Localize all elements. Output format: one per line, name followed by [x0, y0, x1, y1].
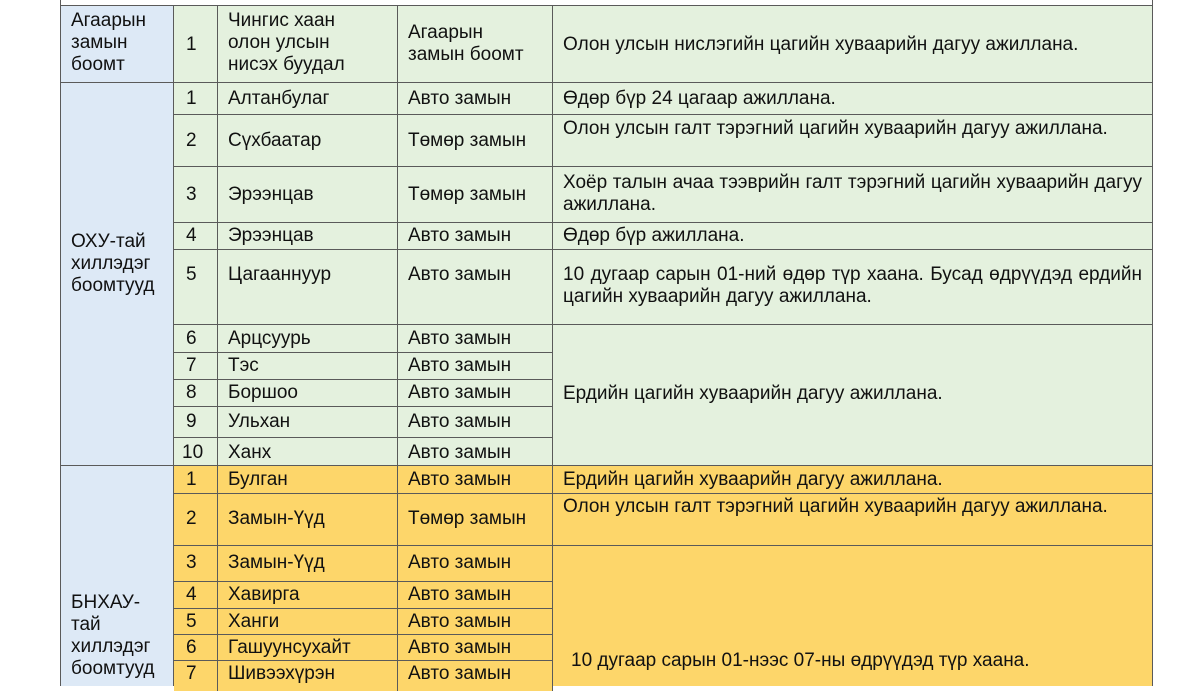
schedule-cell: Ердийн цагийн хуваарийн дагуу ажиллана. [553, 466, 1153, 494]
port-type: Авто замын [398, 438, 553, 466]
group-label: Агаарын замын боомт [71, 10, 147, 75]
port-type: Авто замын [398, 466, 553, 494]
port-type: Авто замын [398, 407, 553, 438]
port-name: Замын-Үүд [218, 494, 398, 546]
port-type: Авто замын [398, 661, 553, 691]
row-number: 8 [174, 380, 218, 407]
row-number: 4 [174, 223, 218, 250]
port-type: Авто замын [398, 250, 553, 325]
row-number: 3 [174, 546, 218, 582]
row-number: 5 [174, 250, 218, 325]
row-number: 3 [174, 167, 218, 223]
port-name: Хавирга [218, 582, 398, 609]
port-type-text: Агаарын замын боомт [408, 22, 524, 65]
schedule-cell: Олон улсын галт тэрэгний цагийн хуваарийн дагуу ажиллана. [553, 494, 1153, 546]
port-name: Ханх [218, 438, 398, 466]
port-name: Сүхбаатар [218, 115, 398, 167]
port-name: Тэс [218, 353, 398, 380]
group-label: ОХУ-тай хиллэдэг боомтууд [71, 231, 155, 296]
schedule-cell-merged: Ердийн цагийн хуваарийн дагуу ажиллана. [553, 325, 1153, 466]
port-name: Шивээхүрэн [218, 661, 398, 691]
port-type: Төмөр замын [398, 167, 553, 223]
port-name: Ульхан [218, 407, 398, 438]
schedule-cell: Хоёр талын ачаа тээврийн галт тэрэгний цагийн хуваарийн дагуу ажиллана. [553, 167, 1153, 223]
port-name: Булган [218, 466, 398, 494]
port-type: Авто замын [398, 325, 553, 353]
port-name: Ханги [218, 609, 398, 635]
row-number: 9 [174, 407, 218, 438]
schedule-cell: Өдөр бүр ажиллана. [553, 223, 1153, 250]
schedule-cell: Олон улсын нислэгийн цагийн хуваарийн дагуу ажиллана. [553, 6, 1153, 83]
group-cell-china [60, 466, 174, 686]
row-number: 1 [174, 466, 218, 494]
port-type: Авто замын [398, 83, 553, 115]
port-type: Авто замын [398, 582, 553, 609]
row-number: 7 [174, 661, 218, 691]
row-number: 10 [174, 438, 218, 466]
group-cell-russia [60, 83, 174, 466]
port-type: Авто замын [398, 223, 553, 250]
row-number: 2 [174, 115, 218, 167]
port-name [218, 6, 398, 83]
port-type: Авто замын [398, 635, 553, 661]
row-number: 1 [174, 6, 218, 83]
schedule-cell: 10 дугаар сарын 01-ний өдөр түр хаана. Бусад өдрүүдэд ердийн цагийн хуваарийн дагуу ажиллана. [553, 250, 1153, 325]
row-number: 4 [174, 582, 218, 609]
port-type: Авто замын [398, 353, 553, 380]
port-type: Төмөр замын [398, 115, 553, 167]
port-name: Гашуунсухайт [218, 635, 398, 661]
port-type: Төмөр замын [398, 494, 553, 546]
port-type: Авто замын [398, 380, 553, 407]
port-name: Алтанбулаг [218, 83, 398, 115]
port-name: Замын-Үүд [218, 546, 398, 582]
port-type: Авто замын [398, 546, 553, 582]
port-name: Арцсуурь [218, 325, 398, 353]
port-name-text: Чингис хаан олон улсын нисэх буудал [228, 10, 345, 75]
port-name: Эрээнцав [218, 167, 398, 223]
row-number: 2 [174, 494, 218, 546]
row-number: 5 [174, 609, 218, 635]
schedule-cell: Олон улсын галт тэрэгний цагийн хуваарийн дагуу ажиллана. [553, 115, 1153, 167]
row-number: 6 [174, 325, 218, 353]
row-number: 7 [174, 353, 218, 380]
port-name: Эрээнцав [218, 223, 398, 250]
row-number: 1 [174, 83, 218, 115]
port-name: Боршоо [218, 380, 398, 407]
port-name: Цагааннуур [218, 250, 398, 325]
schedule-cell-merged: 10 дугаар сарын 01-нээс 07-ны өдрүүдэд түр хаана. [553, 546, 1153, 686]
port-type: Авто замын [398, 609, 553, 635]
port-type [398, 6, 553, 83]
row-number: 6 [174, 635, 218, 661]
group-label: БНХАУ- тай хиллэдэг боомтууд [71, 592, 155, 679]
group-cell-air [60, 6, 174, 83]
schedule-cell: Өдөр бүр 24 цагаар ажиллана. [553, 83, 1153, 115]
